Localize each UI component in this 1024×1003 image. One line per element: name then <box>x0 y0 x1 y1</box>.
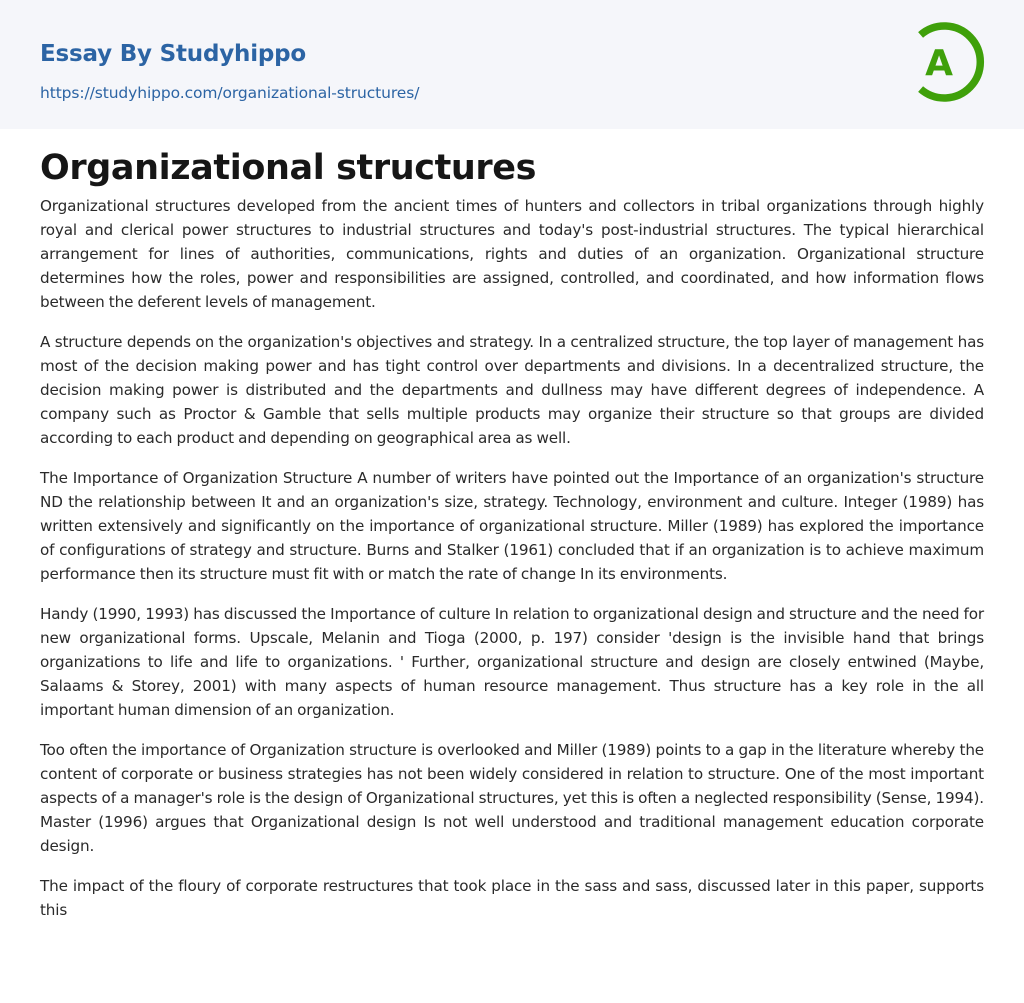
paragraph: A structure depends on the organization's objectives and strategy. In a centralized structure, the top layer of management has most of the decision making power and has tight control over departments and divisions. In a decentralized structure, the decision making power is distributed and the departments and dullness may have different degrees of independence. A company such as Proctor & Gamble that sells multiple products may organize their structure so that groups are divided according to each product and depending on geographical area as well. <box>40 333 984 447</box>
paragraph: Too often the importance of Organization structure is overlooked and Miller (1989) points to a gap in the literature whereby the content of corporate or business strategies has not been widely considered in relation to structure. One of the most important aspects of a manager's role is the design of Organizational structures, yet this is often a neglected responsibility (Sense, 1994). Master (1996) argues that Organizational design Is not well understood and traditional management education corporate design. <box>40 741 984 855</box>
paragraph: Handy (1990, 1993) has discussed the Importance of culture In relation to organizational design and structure and the need for new organizational forms. Upscale, Melanin and Tioga (2000, p. 197) consider 'design is the invisible hand that brings organizations to life and life to organizations. ' Further, organizational structure and design are closely entwined (Maybe, Salaams & Storey, 2001) with many aspects of human resource management. Thus structure has a key role in the all important human dimension of an organization. <box>40 605 984 719</box>
essay-body <box>40 194 984 938</box>
studyhippo-logo-icon <box>906 19 988 105</box>
logo-letter: A <box>925 43 953 84</box>
source-url-link[interactable]: https://studyhippo.com/organizational-structures/ <box>40 84 420 102</box>
paragraph: The Importance of Organization Structure A number of writers have pointed out the Importance of an organization's structure ND the relationship between It and an organization's size, strategy. Technology, environment and culture. Integer (1989) has written extensively and significantly on the importance of organizational structure. Miller (1989) has explored the importance of configurations of strategy and structure. Burns and Stalker (1961) concluded that if an organization is to achieve maximum performance then its structure must fit with or match the rate of change In its environments. <box>40 469 984 583</box>
brand-title: Essay By Studyhippo <box>40 41 307 67</box>
paragraph: The impact of the floury of corporate restructures that took place in the sass and sass, discussed later in this paper, supports this <box>40 877 984 919</box>
page-title: Organizational structures <box>40 148 537 188</box>
paragraph: Organizational structures developed from the ancient times of hunters and collectors in tribal organizations through highly royal and clerical power structures to industrial structures and today's post-industrial structures. The typical hierarchical arrangement for lines of authorities, communications, rights and duties of an organization. Organizational structure determines how the roles, power and responsibilities are assigned, controlled, and coordinated, and how information flows between the deferent levels of management. <box>40 197 984 311</box>
